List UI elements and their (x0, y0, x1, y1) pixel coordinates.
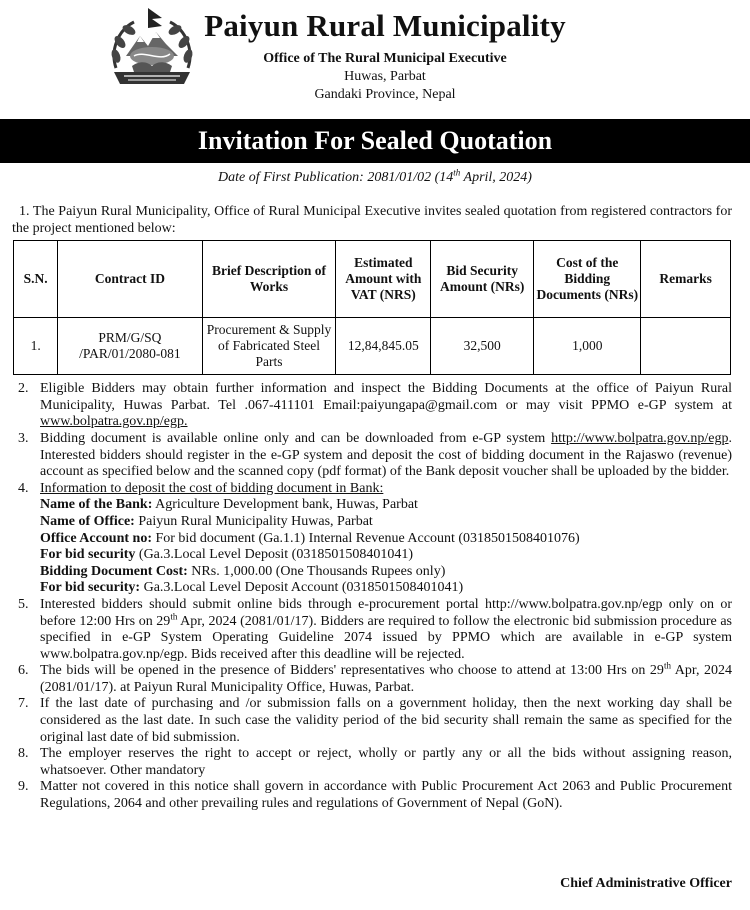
signatory-title: Chief Administrative Officer (560, 876, 732, 891)
header-contract-id: Contract ID (58, 241, 202, 318)
header-bid-security: Bid Security Amount (NRs) (431, 241, 534, 318)
notice-title-banner: Invitation For Sealed Quotation (0, 119, 750, 163)
bid-security-account-row: For bid security: Ga.3.Local Level Deposit Account (0318501508401041) (40, 580, 464, 596)
bolpatra-link[interactable]: http://www.bolpatra.gov.np/egp (551, 430, 729, 446)
egp-link[interactable]: www.bolpatra.gov.np/egp. (40, 414, 188, 430)
bid-security-row: For bid security (Ga.3.Local Level Deposit (0318501508401041) (40, 547, 414, 563)
publication-date: Date of First Publication: 2081/01/02 (14th April, 2024) (218, 167, 532, 185)
notice-body (12, 204, 732, 813)
table-header-row (14, 241, 731, 318)
quotation-table (13, 240, 731, 375)
municipality-title: Paiyun Rural Municipality (204, 8, 566, 43)
header-document-cost: Cost of the Bidding Documents (NRs) (534, 241, 641, 318)
account-row: Office Account no: For bid document (Ga.1.1) Internal Revenue Account (0318501508401076) (40, 530, 580, 546)
cell-amount: 12,84,845.05 (336, 318, 431, 375)
office-name: Office of The Rural Municipal Executive (263, 51, 507, 66)
clause-2: 2. Eligible Bidders may obtain further information and inspect the Bidding Documents at the office of Paiyun Rural Municipality, Huwas Parbat. Tel .067-411101 Email:paiyungapa@gmail.com or may visit PPMO e-GP system at www.bolpatra.gov.np/egp. (18, 381, 732, 430)
bank-name-row: Name of the Bank: Agriculture Development bank, Huwas, Parbat (40, 497, 418, 513)
clause-7: 7. If the last date of purchasing and /or submission falls on a government holiday, then the next working day shall be considered as the last date. In such case the validity period of the bid security shall remain the same as specified for the original last date of bid submission. (18, 696, 732, 745)
clause-3: 3. Bidding document is available online only and can be downloaded from e-GP system http://www.bolpatra.gov.np/egp. Interested bidders should register in the e-GP system and deposit the cost of bidding document in the Rajaswo (revenue) account as specified below and the scanned copy (pdf format) of the Bank deposit voucher shall be uploaded by the bidder. (18, 430, 732, 480)
clause-5: 5. Interested bidders should submit online bids through e-procurement portal http://www.bolpatra.gov.np/egp only on or before 12:00 Hrs on 29th Apr, 2024 (2081/01/17). Bidders are required to follow the electronic bid submission procedure as specified in e-GP System Operating Guideline 2074 issued by PPMO which are available in e-GP system www.bolpatra.gov.np/egp. Bids received after this deadline will be rejected. (18, 596, 732, 662)
cell-sn: 1. (14, 318, 58, 375)
cell-remarks (641, 318, 731, 375)
bank-info-heading: Information to deposit the cost of bidding document in Bank: (40, 480, 384, 496)
document-cost-row: Bidding Document Cost: NRs. 1,000.00 (One Thousands Rupees only) (40, 563, 446, 579)
header-estimated-amount: Estimated Amount with VAT (NRS) (336, 241, 431, 318)
clause-9: 9. Matter not covered in this notice shall govern in accordance with Public Procurement Act 2063 and Public Procurement Regulations, 2064 and other prevailing rules and regulations of Government of Nepal (GoN). (18, 779, 732, 812)
address-line-2: Gandaki Province, Nepal (314, 87, 456, 102)
header-remarks: Remarks (641, 241, 731, 318)
clause-1: 1. The Paiyun Rural Municipality, Office of Rural Municipal Executive invites sealed quotation from registered contractors for the project mentioned below: (12, 204, 733, 236)
clause-8: 8. The employer reserves the right to accept or reject, wholly or partly any or all the bids without assigning reason, whatsoever. Other mandatory (18, 746, 732, 778)
cell-contract-id: PRM/G/SQ /PAR/01/2080-081 (58, 318, 202, 375)
header-description: Brief Description of Works (202, 241, 336, 318)
clause-4: 4. Information to deposit the cost of bidding document in Bank: Name of the Bank: Agriculture Development bank, Huwas, Parbat Name of Office: Paiyun Rural Municipality Huwas, Parbat Office Account no: For bid document (Ga.1.1) Internal Revenue Account (0318501508401076) For bid security (Ga.3.Local Level Deposit (0318501508401041) Bidding Document Cost: NRs. 1,000.00 (One Thousands Rupees only) For bid security: Ga.3.Local Level Deposit Account (0318501508401041) (12, 481, 732, 597)
table-row (14, 318, 731, 375)
address-line-1: Huwas, Parbat (344, 69, 426, 84)
cell-description: Procurement & Supply of Fabricated Steel Parts (202, 318, 336, 375)
cell-security: 32,500 (431, 318, 534, 375)
cell-cost: 1,000 (534, 318, 641, 375)
clause-6: 6. The bids will be opened in the presence of Bidders' representatives who choose to attend at 13:00 Hrs on 29th Apr, 2024 (2081/01/17). at Paiyun Rural Municipality Office, Huwas, Parbat. (18, 660, 732, 695)
header-sn: S.N. (14, 241, 58, 318)
office-name-row: Name of Office: Paiyun Rural Municipality Huwas, Parbat (40, 513, 373, 529)
letterhead (0, 0, 750, 118)
